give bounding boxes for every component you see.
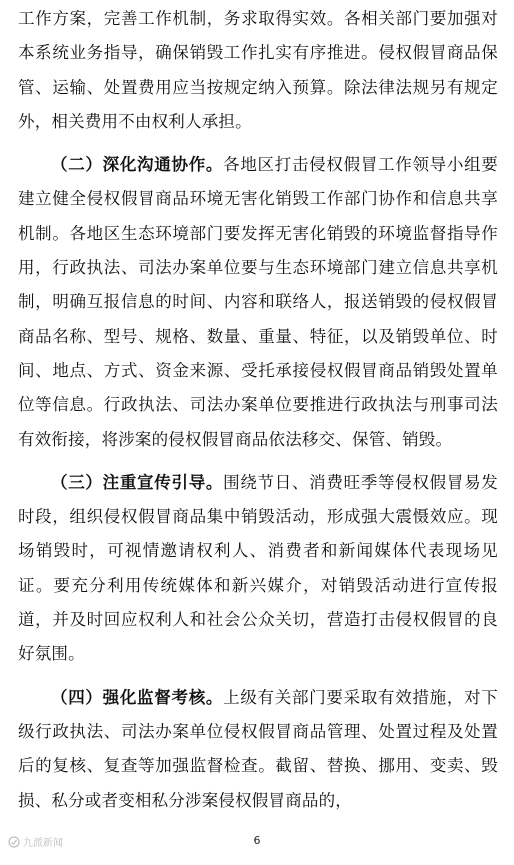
page-number: 6: [253, 834, 261, 847]
section-publicity-guidance: [18, 466, 498, 672]
section-supervision-assessment: [18, 681, 498, 818]
section-heading: （三）注重宣传引导。: [51, 472, 224, 492]
paragraph-text: 工作方案，完善工作机制，务求取得实效。各相关部门要加强对本系统业务指导，确保销毁工作扎实有序推进。侵权假冒商品保管、运输、处置费用应当按规定纳入预算。除法律法规另有规定外，相关费用不由权利人承担。: [18, 9, 498, 131]
section-deepen-communication: [18, 148, 498, 457]
watermark-text: 九派新闻: [23, 838, 63, 849]
section-heading: （四）强化监督考核。: [51, 687, 224, 707]
paragraph-text: 围绕节日、消费旺季等侵权假冒易发时段，组织侵权假冒商品集中销毁活动，形成强大震慑效应。现场销毁时，可视情邀请权利人、消费者和新闻媒体代表现场见证。要充分利用传统媒体和新兴媒介，对销毁活动进行宣传报道，并及时回应权利人和社会公众关切，营造打击侵权假冒的良好氛围。: [18, 472, 499, 664]
paragraph-text: 各地区打击侵权假冒工作领导小组要建立健全侵权假冒商品环境无害化销毁工作部门协作和信息共享机制。各地区生态环境部门要发挥无害化销毁的环境监督指导作用，行政执法、司法办案单位要与生态环境部门建立信息共享机制，明确互报信息的时间、内容和联络人，报送销毁的侵权假冒商品名称、型号、规格、数量、重量、特征，以及销毁单位、时间、地点、方式、资金来源、受托承接侵权假冒商品销毁处置单位等信息。行政执法、司法办案单位要推进行政执法与刑事司法有效衔接，将涉案的侵权假冒商品依法移交、保管、销毁。: [18, 155, 499, 449]
paragraph-continuation: [18, 2, 498, 139]
section-heading: （二）深化沟通协作。: [51, 155, 224, 175]
paragraph-text: 上级有关部门要采取有效措施，对下级行政执法、司法办案单位侵权假冒商品管理、处置过程及处置后的复核、复查等加强监督检查。截留、替换、挪用、变卖、毁损、私分或者变相私分涉案侵权假冒商品的，: [18, 687, 499, 810]
